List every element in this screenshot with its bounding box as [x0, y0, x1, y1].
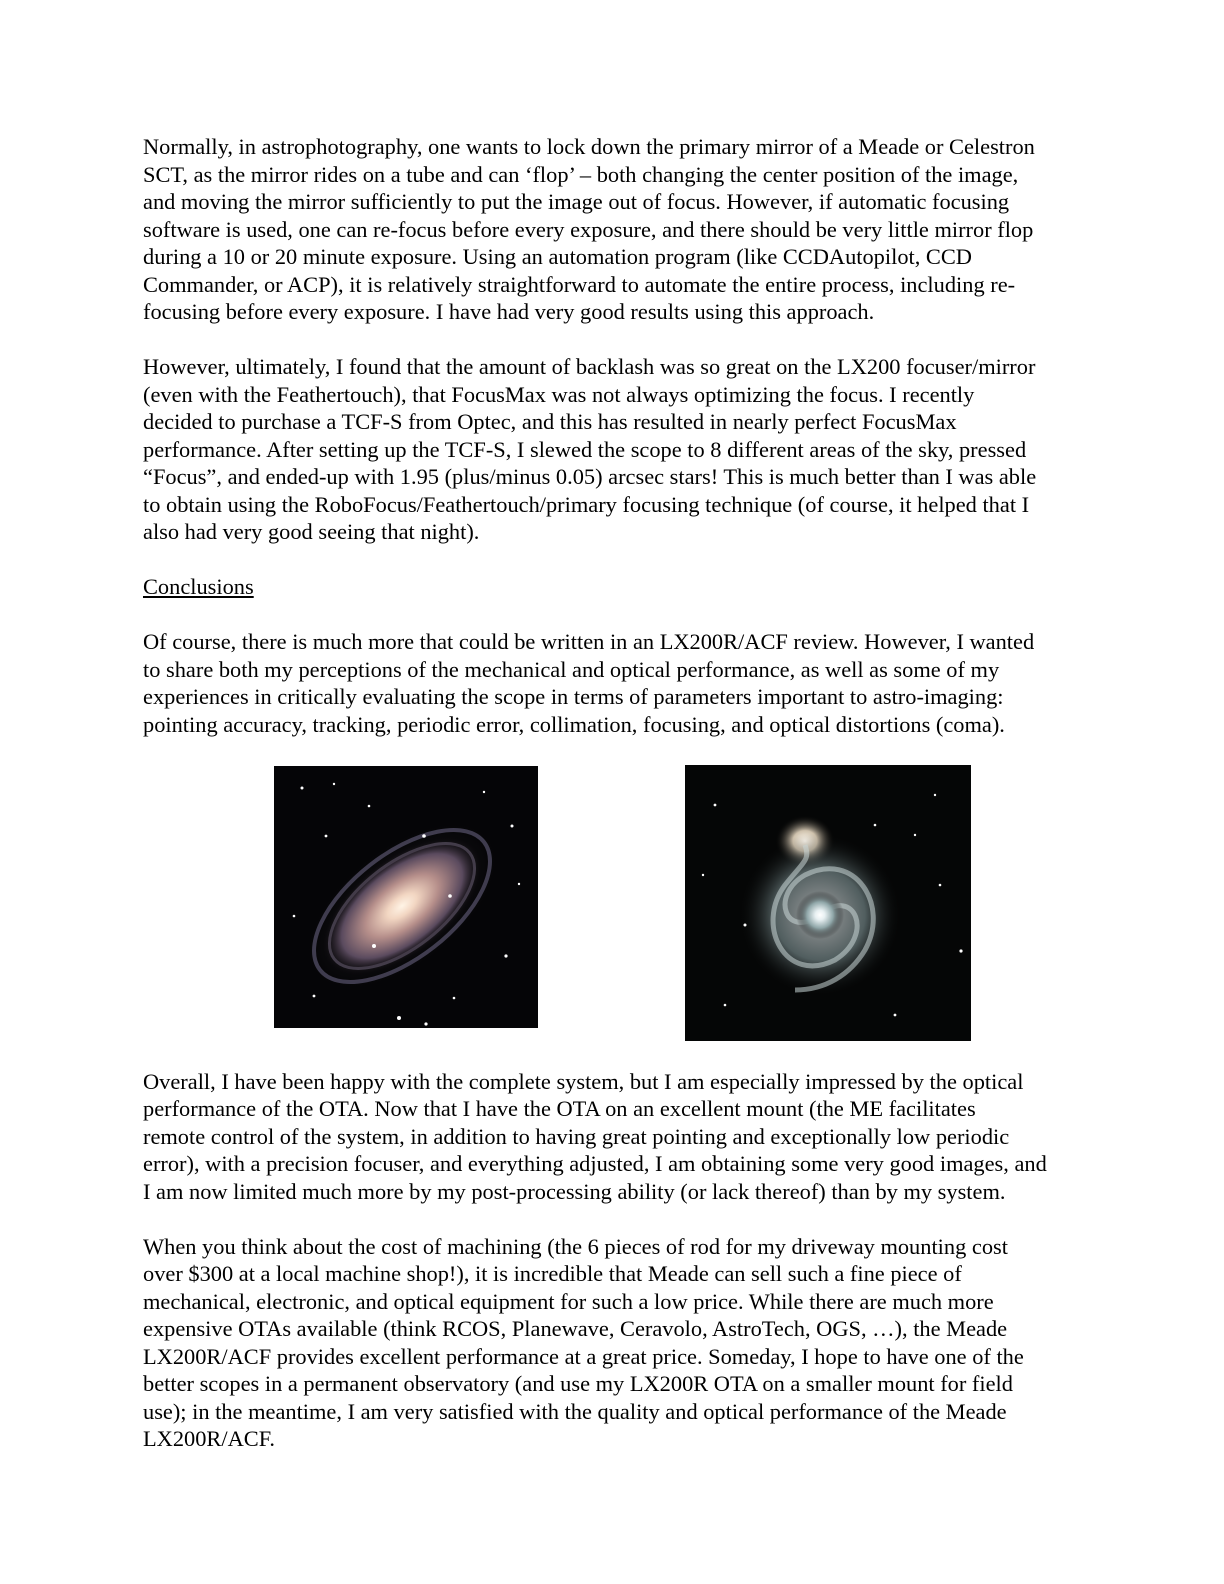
paragraph-overall: Overall, I have been happy with the complete system, but I am especially impressed by the optical performance of the OTA. Now that I have the OTA on an excellent mount (the ME facilitates remote control of the system, in addition to having great pointing and exceptionally low periodic error), with a precision focuser, and everything adjusted, I am obtaining some very good images, and I am now limited much more by my post-processing ability (or lack thereof) than by my system.: [143, 1068, 1047, 1204]
paragraph-autofocus: Normally, in astrophotography, one wants to lock down the primary mirror of a Meade or Celestron SCT, as the mirror rides on a tube and can ‘flop’ – both changing the center position of the image, and moving the mirror sufficiently to put the image out of focus. However, if automatic focusing software is used, one can re-focus before every exposure, and there should be very little mirror flop during a 10 or 20 minute exposure. Using an automation program (like CCDAutopilot, CCD Commander, or ACP), it is relatively straightforward to automate the entire process, including re- focusing before every exposure. I have had very good results using this approach.: [143, 134, 1035, 324]
figure-row: [143, 766, 1108, 1068]
document-page: [143, 133, 1108, 1480]
spiral-galaxy-photo: [274, 766, 538, 1028]
whirlpool-galaxy-photo: [685, 765, 971, 1041]
paragraph-cost: When you think about the cost of machining (the 6 pieces of rod for my driveway mounting cost over $300 at a local machine shop!), it is incredible that Meade can sell such a fine piece of mechanical, electronic, and optical equipment for such a low price. While there are much more expensive OTAs available (think RCOS, Planewave, Ceravolo, AstroTech, OGS, …), the Meade LX200R/ACF provides excellent performance at a great price. Someday, I hope to have one of the better scopes in a permanent observatory (and use my LX200R OTA on a smaller mount for field use); in the meantime, I am very satisfied with the quality and optical performance of the Meade LX200R/ACF.: [143, 1233, 1024, 1451]
section-heading-conclusions: Conclusions: [143, 574, 254, 599]
paragraph-conclusion-intro: Of course, there is much more that could be written in an LX200R/ACF review. However, I wanted to share both my perceptions of the mechanical and optical performance, as well as some of my experiences in critically evaluating the scope in terms of parameters important to astro-imaging: pointing accuracy, tracking, periodic error, collimation, focusing, and optical distortions (coma).: [143, 629, 1035, 737]
paragraph-backlash: However, ultimately, I found that the amount of backlash was so great on the LX200 focuser/mirror (even with the Feathertouch), that FocusMax was not always optimizing the focus. I recently decided to purchase a TCF-S from Optec, and this has resulted in nearly perfect FocusMax performance. After setting up the TCF-S, I slewed the scope to 8 different areas of the sky, pressed “Focus”, and ended-up with 1.95 (plus/minus 0.05) arcsec stars! This is much better than I was able to obtain using the RoboFocus/Feathertouch/primary focusing technique (of course, it helped that I also had very good seeing that night).: [143, 354, 1037, 544]
